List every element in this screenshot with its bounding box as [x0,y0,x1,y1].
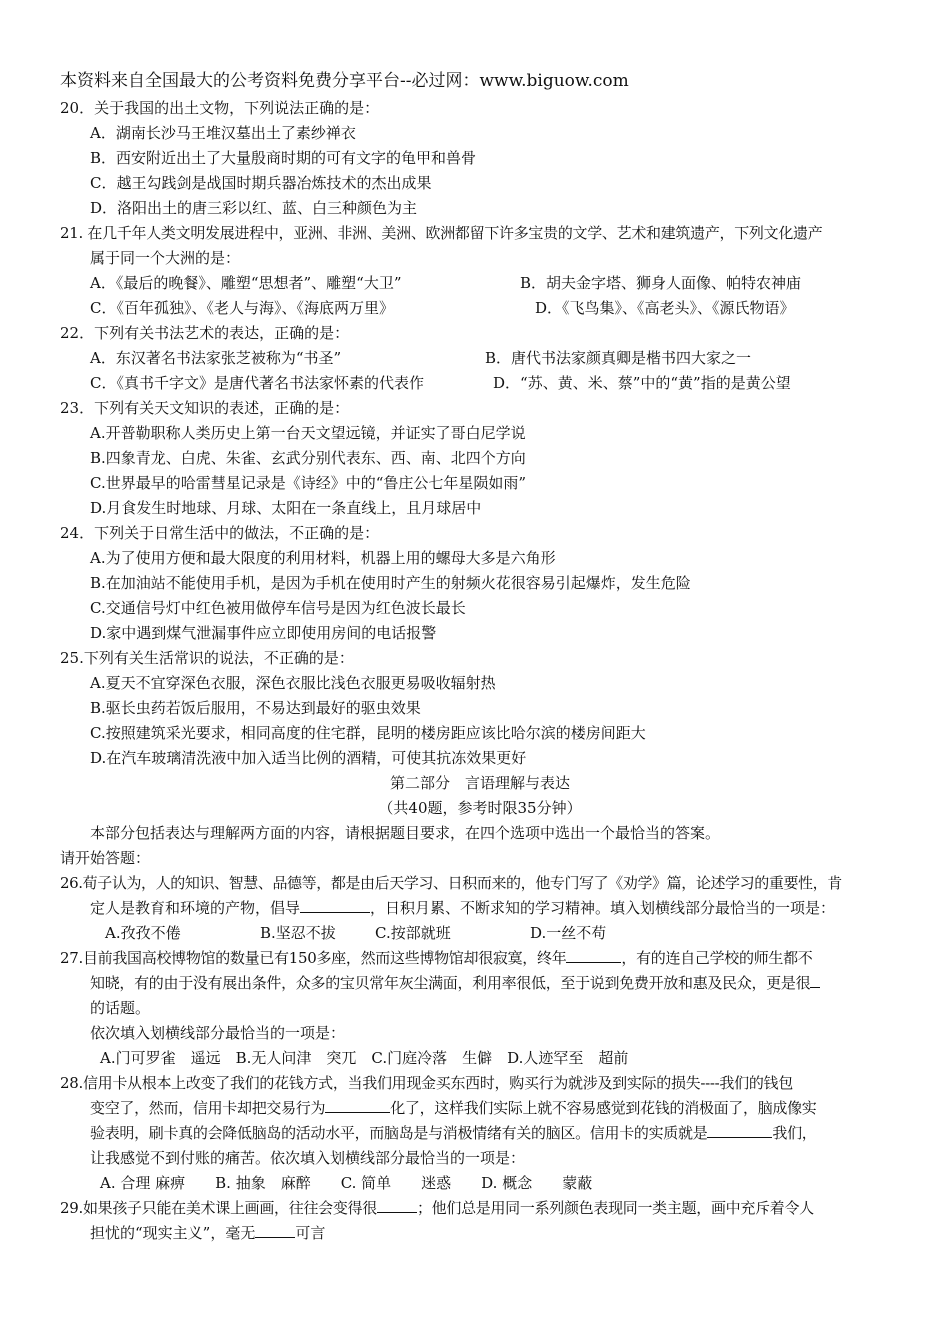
question-28-stem-part: 我们， [772,1124,817,1142]
question-20-stem: 20．关于我国的出土文物，下列说法正确的是： [60,99,380,117]
question-21-option-d: D．《飞鸟集》、《高老头》、《源氏物语》 [535,299,795,317]
question-20-option-c: C．越王勾践剑是战国时期兵器冶炼技术的杰出成果 [90,174,432,192]
question-22-option-c: C．《真书千字文》是唐代著名书法家怀素的代表作 [90,374,424,392]
question-27-stem-part: 27.目前我国高校博物馆的数量已有150多座，然而这些博物馆却很寂寞，终年 [60,949,567,967]
question-23-option-b: B.四象青龙、白虎、朱雀、玄武分别代表东、西、南、北四个方向 [90,449,526,467]
question-22-option-d: D．“苏、黄、米、蔡”中的“黄”指的是黄公望 [493,374,791,392]
question-27-prompt: 依次填入划横线部分最恰当的一项是： [90,1024,346,1042]
question-27-stem-part: ，有的连自己学校的师生都不 [621,949,813,967]
question-21-stem-cont: 属于同一个大洲的是： [90,249,241,267]
answer-blank [255,1221,295,1238]
question-23-option-d: D.月食发生时地球、月球、太阳在一条直线上，且月球居中 [90,499,482,517]
question-26-option-c: C.按部就班 [375,924,451,942]
question-24-stem: 24．下列关于日常生活中的做法，不正确的是： [60,524,380,542]
question-27-options: A.门可罗雀 遥远 B.无人问津 突兀 C.门庭冷落 生僻 D.人迹罕至 超前 [100,1049,629,1067]
question-26-option-d: D.一丝不苟 [530,924,607,942]
question-22-option-b: B．唐代书法家颜真卿是楷书四大家之一 [485,349,752,367]
question-28-stem-cont2 [60,1121,900,1146]
answer-blank [300,896,370,913]
question-22-stem: 22．下列有关书法艺术的表达，正确的是： [60,324,350,342]
question-21-option-b: B．胡夫金字塔、狮身人面像、帕特农神庙 [520,274,802,292]
question-26-stem-part: ，日积月累、不断求知的学习精神。填入划横线部分最恰当的一项是： [370,899,836,917]
question-28-stem: 28.信用卡从根本上改变了我们的花钱方式，当我们用现金买东西时，购买行为就涉及到实际的损失----我们的钱包 [60,1074,793,1092]
question-29-stem-part: 29.如果孩子只能在美术课上画画，往往会变得很 [60,1199,377,1217]
question-28-stem-end: 让我感觉不到付账的痛苦。依次填入划横线部分最恰当的一项是： [90,1149,526,1167]
question-26-stem: 26.荀子认为，人的知识、智慧、品德等，都是由后天学习、日积而来的，他专门写了《劝学》篇，论述学习的重要性，肯 [60,874,842,892]
question-21-option-a: A．《最后的晚餐》、雕塑“思想者”、雕塑“大卫” [90,274,402,292]
question-26-option-a: A.孜孜不倦 [105,924,181,942]
question-26-options [60,921,900,946]
question-22-options-cd [60,371,900,396]
question-27-stem-cont [60,971,900,996]
part-two-subtitle: （共40题，参考时限35分钟） [378,799,582,817]
question-24-option-b: B.在加油站不能使用手机，是因为手机在使用时产生的射频火花很容易引起爆炸，发生危险 [90,574,691,592]
question-29 [60,1196,900,1246]
answer-blank [377,1196,417,1213]
question-26-stem-cont [60,896,900,921]
question-28 [60,1071,900,1196]
question-23-option-a: A.开普勒职称人类历史上第一台天文望远镜，并证实了哥白尼学说 [90,424,526,442]
question-25 [60,646,900,771]
question-21-options-ab [60,271,900,296]
question-27-stem-end: 的话题。 [90,999,151,1017]
part-two-title: 第二部分 言语理解与表达 [389,774,570,792]
question-27 [60,946,900,1071]
question-28-stem-part: 验表明，刷卡真的会降低脑岛的活动水平，而脑岛是与消极情绪有关的脑区。信用卡的实质就是 [90,1124,708,1142]
question-28-options: A. 合理 麻痹 B. 抽象 麻醉 C. 简单 迷惑 D. 概念 蒙蔽 [100,1174,593,1192]
question-21-options-cd [60,296,900,321]
question-22-option-a: A．东汉著名书法家张芝被称为“书圣” [90,349,342,367]
question-28-stem-part: 变空了，然而，信用卡却把交易行为 [90,1099,326,1117]
question-22-options-ab [60,346,900,371]
answer-blank [566,946,621,963]
question-26 [60,871,900,946]
question-25-option-a: A.夏天不宜穿深色衣服，深色衣服比浅色衣服更易吸收辐射热 [90,674,496,692]
question-25-option-b: B.驱长虫药若饭后服用，不易达到最好的驱虫效果 [90,699,421,717]
question-29-stem-part: 可言 [295,1224,326,1242]
question-28-stem-part: 化了，这样我们实际上就不容易感觉到花钱的消极面了，脑成像实 [390,1099,817,1117]
question-20-option-b: B．西安附近出土了大量殷商时期的可有文字的龟甲和兽骨 [90,149,477,167]
question-27-stem [60,946,900,971]
question-20 [60,96,900,221]
question-24-option-d: D.家中遇到煤气泄漏事件应立即使用房间的电话报警 [90,624,437,642]
question-25-option-d: D.在汽车玻璃清洗液中加入适当比例的酒精，可使其抗冻效果更好 [90,749,527,767]
question-20-option-a: A．湖南长沙马王堆汉墓出土了素纱禅衣 [90,124,356,142]
question-24 [60,521,900,646]
question-23-option-c: C.世界最早的哈雷彗星记录是《诗经》中的“鲁庄公七年星陨如雨” [90,474,527,492]
question-29-stem-part: ；他们总是用同一系列颜色表现同一类主题，画中充斥着令人 [416,1199,814,1217]
question-28-stem-cont [60,1096,900,1121]
source-header: 本资料来自全国最大的公考资料免费分享平台--必过网：www.biguow.com [60,71,629,91]
question-24-option-c: C.交通信号灯中红色被用做停车信号是因为红色波长最长 [90,599,466,617]
question-24-option-a: A.为了使用方便和最大限度的利用材料，机器上用的螺母大多是六角形 [90,549,556,567]
question-23-stem: 23．下列有关天文知识的表述，正确的是： [60,399,350,417]
question-22 [60,321,900,396]
part-two-header [60,771,900,871]
question-21 [60,221,900,321]
question-25-option-c: C.按照建筑采光要求，相同高度的住宅群，昆明的楼房距应该比哈尔滨的楼房间距大 [90,724,646,742]
question-29-stem-cont [60,1221,900,1246]
question-26-stem-part: 定人是教育和环境的产物，倡导 [90,899,301,917]
part-two-start: 请开始答题： [60,849,151,867]
question-21-stem: 21. 在几千年人类文明发展进程中，亚洲、非洲、美洲、欧洲都留下许多宝贵的文学、艺术和建筑遗产，下列文化遗产 [60,224,823,242]
question-27-stem-part: 知晓，有的由于没有展出条件，众多的宝贝常年灰尘满面，利用率很低，至于说到免费开放和惠及民众，更是很 [90,974,811,992]
question-29-stem-part: 担忧的“现实主义”，毫无 [90,1224,256,1242]
question-26-option-b: B.坚忍不拔 [260,924,336,942]
answer-blank [810,971,820,988]
question-23 [60,396,900,521]
question-21-option-c: C．《百年孤独》、《老人与海》、《海底两万里》 [90,299,394,317]
question-29-stem [60,1196,900,1221]
question-20-option-d: D．洛阳出土的唐三彩以红、蓝、白三种颜色为主 [90,199,418,217]
part-two-intro: 本部分包括表达与理解两方面的内容，请根据题目要求，在四个选项中选出一个最恰当的答案。 [90,824,721,842]
question-25-stem: 25.下列有关生活常识的说法，不正确的是： [60,649,354,667]
answer-blank [707,1121,772,1138]
answer-blank [325,1096,390,1113]
